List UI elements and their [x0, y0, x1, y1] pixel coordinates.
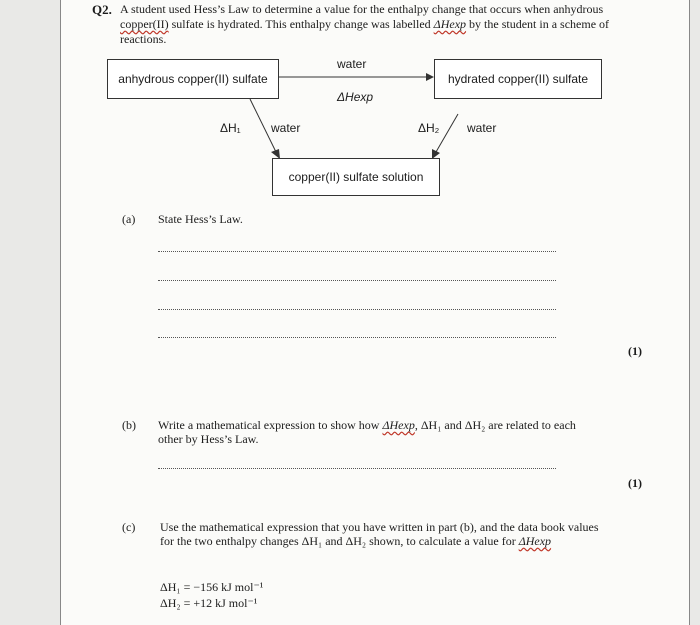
part-c-data-1: ΔH₁ = −156 kJ mol⁻¹ [160, 580, 264, 594]
box-solution: copper(II) sulfate solution [272, 158, 440, 196]
right-water-label: water [467, 121, 497, 135]
right-dh-label: ΔH₂ [418, 121, 440, 135]
part-a-label: (a) [122, 212, 136, 226]
part-b-marks: (1) [628, 476, 642, 490]
part-c-label: (c) [122, 520, 136, 534]
top-arrowhead [426, 73, 434, 81]
answer-line-a1[interactable] [158, 251, 556, 252]
part-a-text: State Hess’s Law. [158, 212, 243, 226]
answer-line-a2[interactable] [158, 280, 556, 281]
part-b-text: Write a mathematical expression to show how ΔHexp, ΔH₁ and ΔH₂ are related to each other by Hess’s Law. [158, 418, 576, 446]
top-dh-label: ΔHexp [337, 90, 374, 104]
part-b-hexp: ΔHexp [382, 418, 415, 432]
box-hydrated: hydrated copper(II) sulfate [434, 59, 602, 99]
box-anhydrous: anhydrous copper(II) sulfate [107, 59, 279, 99]
question-intro: A student used Hess’s Law to determine a value for the enthalpy change that occurs when anhydrous copper(II) sulfate is hydrated. This enthalpy change was labelled ΔHexp by the student in a scheme of reactions. [120, 2, 610, 46]
answer-line-a3[interactable] [158, 309, 556, 310]
left-water-label: water [271, 121, 301, 135]
part-a-marks: (1) [628, 344, 642, 358]
part-c-hexp: ΔHexp [518, 534, 552, 548]
part-c-data-2: ΔH₂ = +12 kJ mol⁻¹ [160, 596, 258, 610]
copper-term: copper(II) [120, 17, 169, 31]
part-c-text: Use the mathematical expression that you have written in part (b), and the data book values for the two enthalpy changes ΔH₁ and ΔH₂ shown, to calculate a value for ΔHexp [160, 520, 599, 548]
left-dh-label: ΔH₁ [220, 121, 241, 135]
answer-line-b1[interactable] [158, 468, 556, 469]
top-water-label: water [337, 57, 367, 71]
part-b-label: (b) [122, 418, 136, 432]
h-exp-term: ΔHexp [433, 17, 467, 31]
answer-line-a4[interactable] [158, 337, 556, 338]
question-number: Q2. [92, 2, 112, 17]
